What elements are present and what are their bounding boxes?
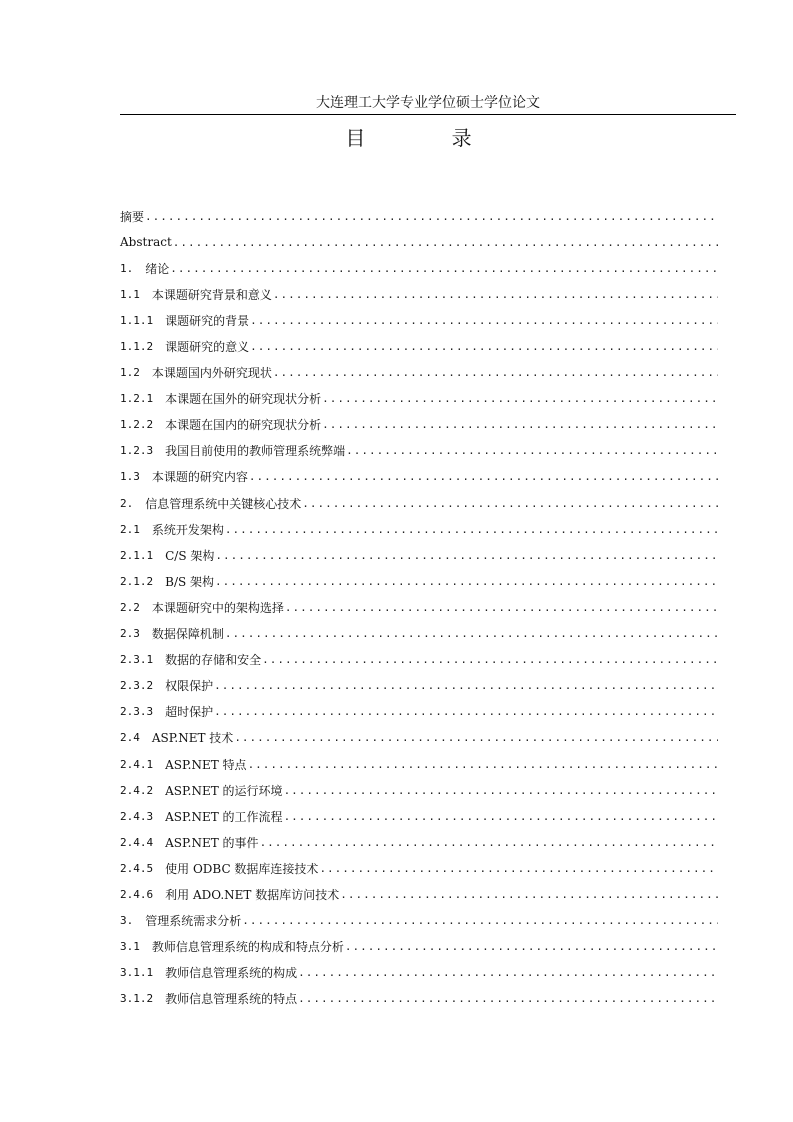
toc-dot-leader [225,523,718,536]
toc-entry-label: 课题研究的意义 [165,340,250,355]
toc-dot-leader [345,940,718,953]
toc-entry[interactable] [120,516,718,542]
toc-entry-number: 2.4.1 [120,757,154,771]
toc-dot-leader [215,549,718,562]
toc-entry[interactable] [120,699,718,725]
toc-entry[interactable] [120,881,718,907]
toc-entry[interactable] [120,360,718,386]
header-rule [120,114,736,115]
toc-entry-number: 1.2.1 [120,392,154,406]
toc-entry-number: 2.2 [120,600,140,614]
toc-entry-label: 本课题在国内的研究现状分析 [165,418,322,433]
toc-dot-leader [173,236,718,249]
toc-dot-leader [346,444,718,457]
toc-dot-leader [285,601,718,614]
toc-entry-label: C/S 架构 [165,548,215,563]
toc-entry-label: 本课题研究中的架构选择 [151,600,284,615]
toc-dot-leader [284,810,718,823]
toc-dot-leader [214,705,718,718]
toc-entry-label: 本课题研究背景和意义 [151,287,272,302]
toc-entry-number: 3. [120,914,134,928]
toc-entry[interactable] [120,568,718,594]
toc-entry-label: 教师信息管理系统的构成 [165,966,298,981]
toc-entry-label: 本课题的研究内容 [151,470,248,485]
toc-entry[interactable] [120,908,718,934]
toc-dot-leader [242,914,718,927]
toc-dot-leader [340,888,718,901]
toc-dot-leader [170,262,718,275]
toc-entry-label: ASP.NET 的事件 [165,835,259,850]
toc-dot-leader [214,679,718,692]
toc-entry[interactable] [120,386,718,412]
toc-entry-number: 2.4 [120,731,140,745]
toc-entry-label: 绪论 [145,261,170,276]
toc-dot-leader [225,627,718,640]
toc-entry-label: 超时保护 [165,705,214,720]
toc-entry[interactable] [120,203,718,229]
toc-entry-label: ASP.NET 技术 [151,731,234,746]
toc-entry[interactable] [120,751,718,777]
toc-entry[interactable] [120,960,718,986]
toc-entry-number: 2.4.6 [120,887,154,901]
toc-entry-number: 2.4.2 [120,783,154,797]
toc-entry[interactable] [120,803,718,829]
toc-entry-number: 2.1.2 [120,574,154,588]
toc-entry-label: 权限保护 [165,679,214,694]
toc-entry[interactable] [120,673,718,699]
toc-entry-number: 1.1.1 [120,313,154,327]
toc-dot-leader [262,653,718,666]
toc-entry-label: 管理系统需求分析 [145,914,242,929]
toc-dot-leader [234,731,718,744]
table-of-contents [120,203,718,1012]
toc-entry-number: 2.4.3 [120,809,154,823]
toc-entry-label: Abstract [120,235,172,250]
toc-dot-leader [322,418,718,431]
toc-entry[interactable] [120,777,718,803]
toc-entry-label: 信息管理系统中关键核心技术 [145,496,302,511]
toc-entry-number: 2.4.5 [120,861,154,875]
toc-entry-label: 课题研究的背景 [165,313,250,328]
toc-entry-number: 3.1.2 [120,992,154,1006]
toc-dot-leader [249,470,718,483]
toc-entry-number: 1.3 [120,470,140,484]
toc-entry-number: 2.3.2 [120,679,154,693]
toc-dot-leader [298,992,718,1005]
toc-dot-leader [319,862,718,875]
toc-entry-label: 教师信息管理系统的特点 [165,992,298,1007]
toc-entry-number: 2.3.1 [120,653,154,667]
toc-entry[interactable] [120,725,718,751]
toc-entry[interactable] [120,934,718,960]
toc-dot-leader [273,288,718,301]
toc-dot-leader [322,392,718,405]
toc-entry[interactable] [120,490,718,516]
toc-entry-number: 2.1.1 [120,548,154,562]
toc-dot-leader [302,497,718,510]
toc-dot-leader [215,575,718,588]
toc-entry[interactable] [120,307,718,333]
toc-entry-label: 数据的存储和安全 [165,653,262,668]
toc-entry[interactable] [120,229,718,255]
toc-entry-number: 1.2 [120,366,140,380]
toc-entry-label: B/S 架构 [165,574,215,589]
toc-entry-label: 数据保障机制 [151,627,224,642]
toc-dot-leader [250,340,718,353]
toc-entry[interactable] [120,281,718,307]
toc-dot-leader [260,836,718,849]
toc-entry-label: 摘要 [120,209,145,224]
toc-entry-label: 使用 ODBC 数据库连接技术 [165,861,319,876]
toc-entry[interactable] [120,594,718,620]
toc-dot-leader [298,966,718,979]
toc-entry[interactable] [120,464,718,490]
toc-dot-leader [250,314,718,327]
toc-entry-number: 2.4.4 [120,835,154,849]
toc-entry-label: 本课题在国外的研究现状分析 [165,392,322,407]
toc-entry-number: 3.1 [120,940,140,954]
toc-entry[interactable] [120,438,718,464]
toc-entry-label: 系统开发架构 [151,522,224,537]
toc-entry[interactable] [120,255,718,281]
toc-dot-leader [273,366,718,379]
toc-entry-label: 本课题国内外研究现状 [151,366,272,381]
toc-entry[interactable] [120,986,718,1012]
toc-entry-number: 2.3 [120,627,140,641]
toc-entry[interactable] [120,333,718,359]
toc-entry-label: ASP.NET 特点 [165,757,247,772]
toc-entry[interactable] [120,855,718,881]
toc-entry[interactable] [120,412,718,438]
toc-entry[interactable] [120,621,718,647]
page-title: 目 录 [345,126,512,150]
toc-entry-number: 1.1.2 [120,340,154,354]
toc-entry-number: 2.1 [120,522,140,536]
toc-entry-number: 2.3.3 [120,705,154,719]
toc-entry-number: 1.2.3 [120,444,154,458]
toc-dot-leader [248,758,718,771]
toc-entry-number: 1. [120,261,134,275]
toc-entry[interactable] [120,647,718,673]
toc-entry-label: 利用 ADO.NET 数据库访问技术 [165,887,340,902]
toc-entry-label: 教师信息管理系统的构成和特点分析 [151,940,344,955]
toc-entry-number: 2. [120,496,134,510]
toc-dot-leader [145,210,718,223]
toc-entry-number: 1.1 [120,287,140,301]
toc-entry-number: 3.1.1 [120,966,154,980]
toc-entry-label: ASP.NET 的工作流程 [165,809,283,824]
toc-entry-number: 1.2.2 [120,418,154,432]
running-header: 大连理工大学专业学位硕士学位论文 [316,95,540,111]
toc-dot-leader [284,784,718,797]
toc-entry-label: ASP.NET 的运行环境 [165,783,283,798]
toc-entry[interactable] [120,829,718,855]
toc-entry[interactable] [120,542,718,568]
toc-entry-label: 我国目前使用的教师管理系统弊端 [165,444,346,459]
